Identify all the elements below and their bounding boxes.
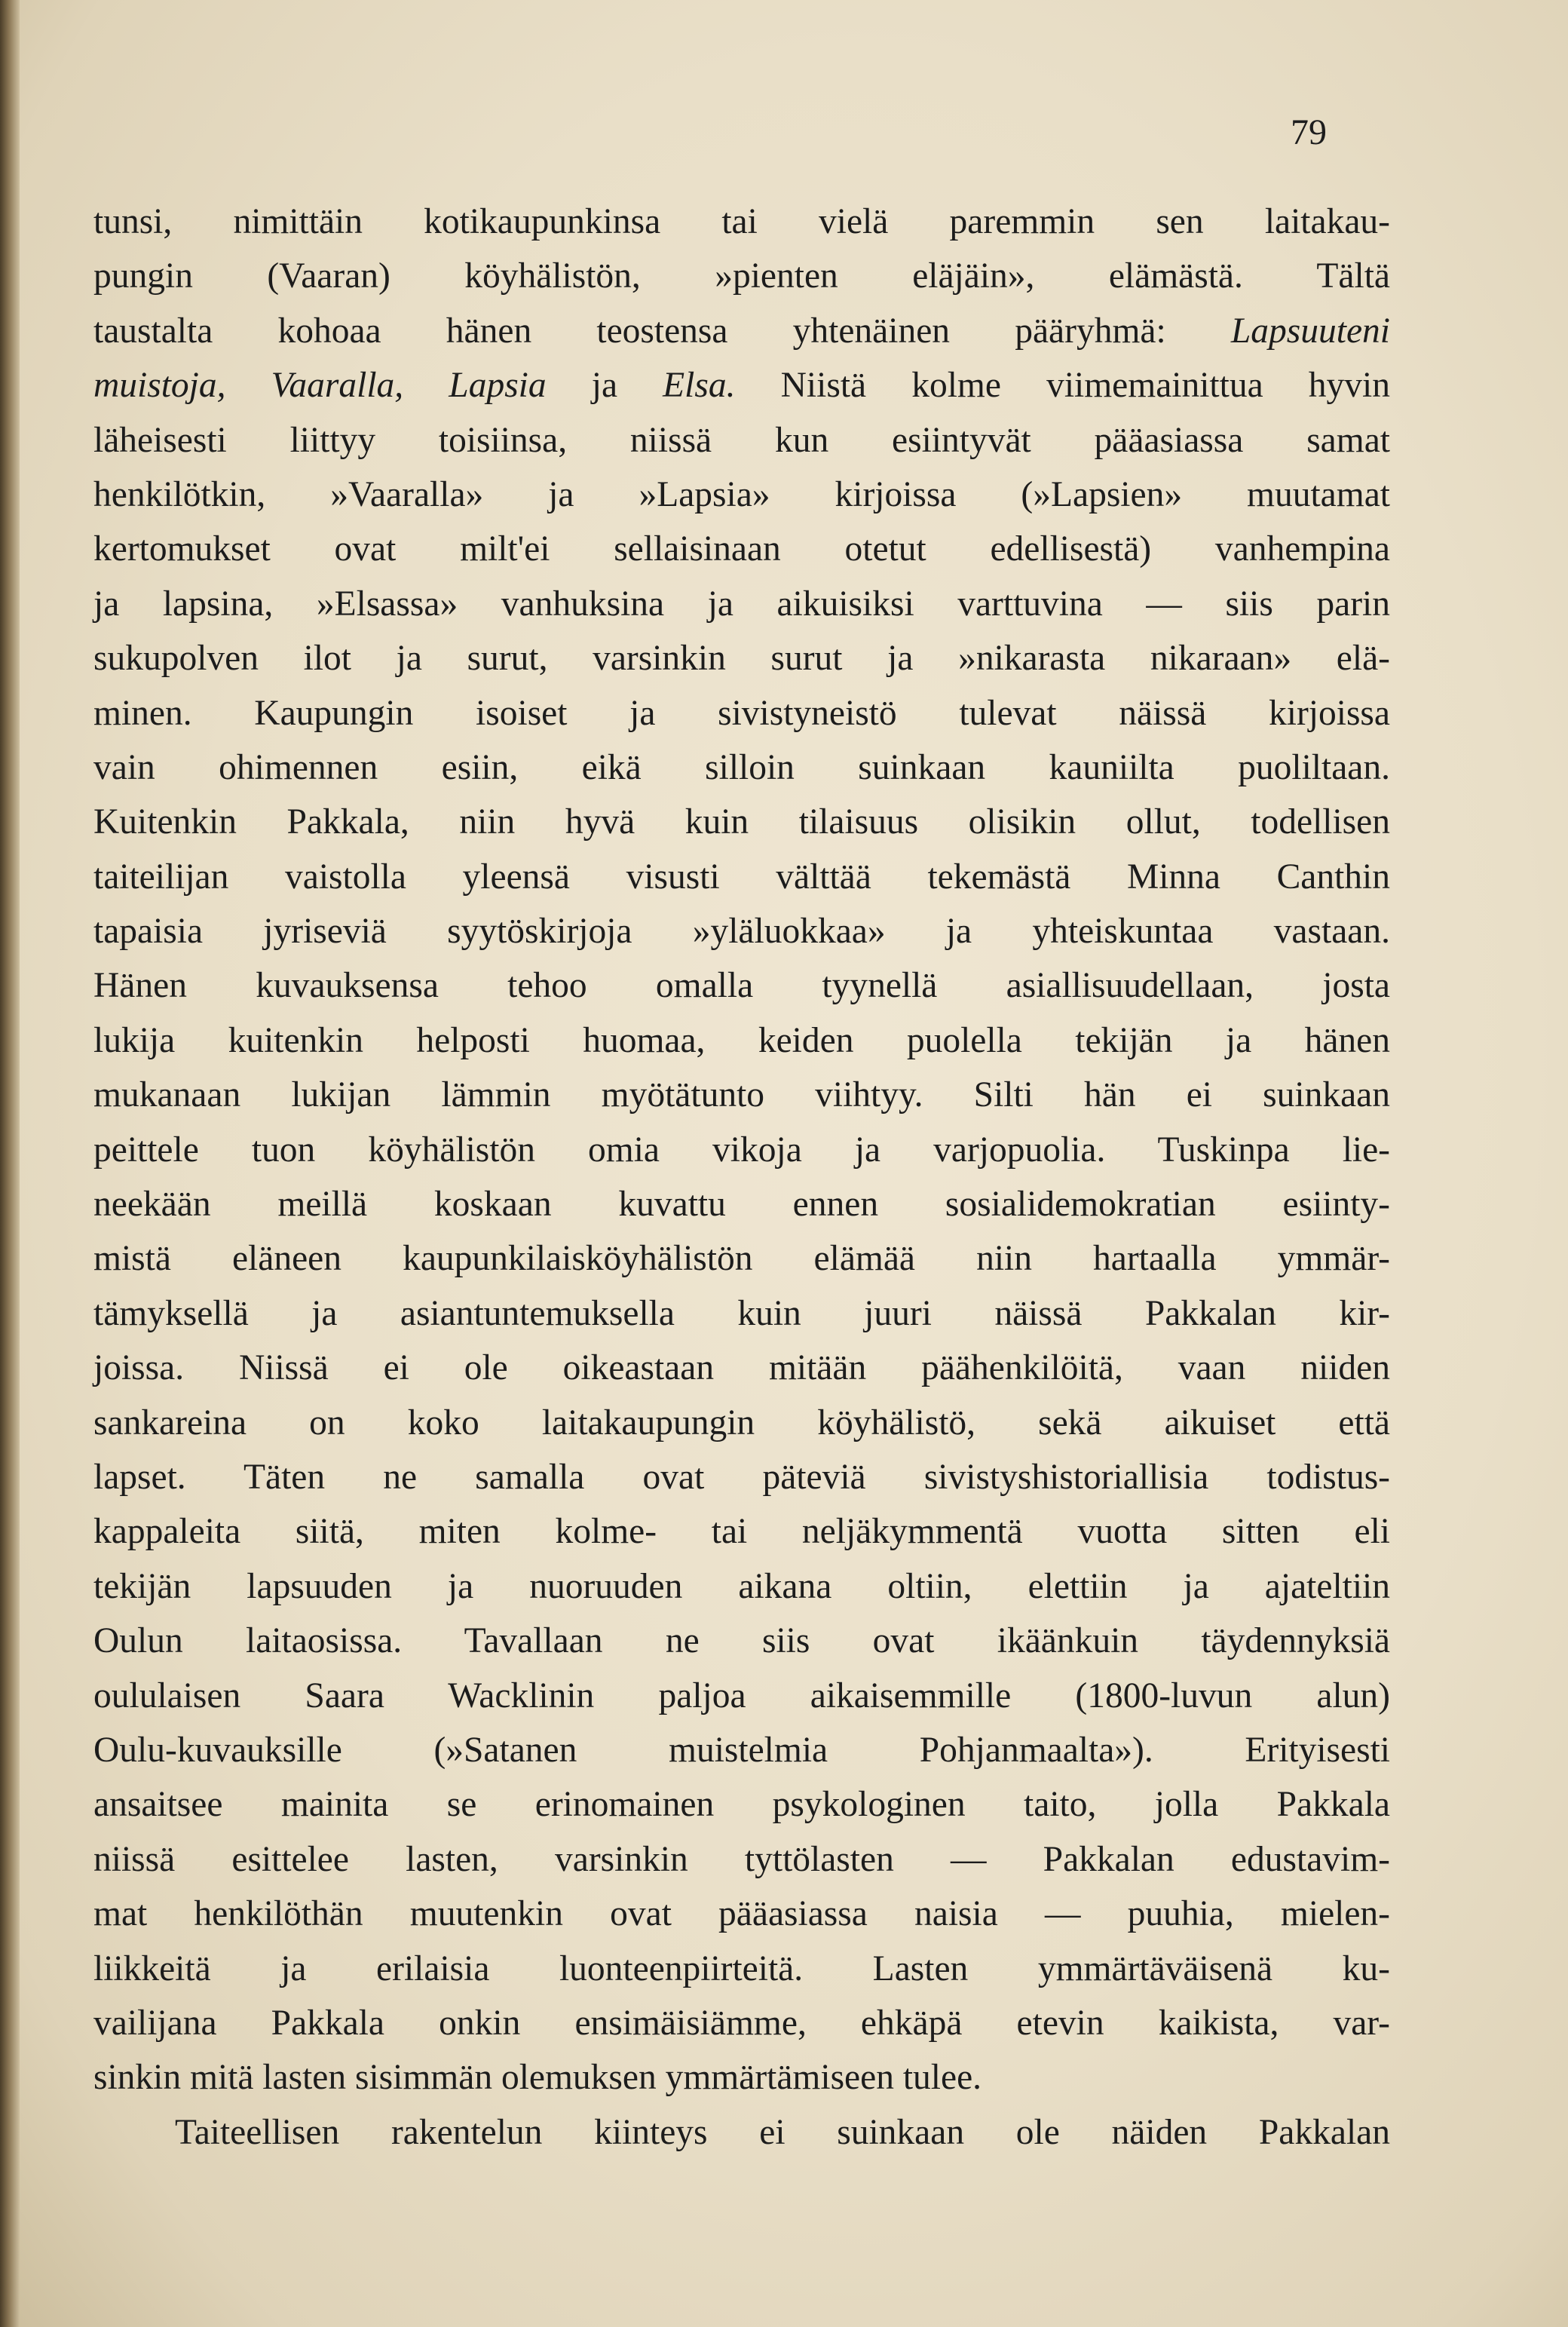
book-title-italic: Elsa. bbox=[663, 366, 736, 406]
body-text bbox=[93, 195, 1390, 2160]
text-line: minen. Kaupungin isoiset ja sivistyneistö tulevat näissä kirjoissa bbox=[93, 693, 1390, 733]
book-title-italic: Lapsuuteni bbox=[1230, 311, 1390, 351]
text-line: ja lapsina, »Elsassa» vanhuksina ja aikuisiksi varttuvina — siis parin bbox=[93, 584, 1390, 624]
text-line: sankareina on koko laitakaupungin köyhälistö, sekä aikuiset että bbox=[93, 1403, 1390, 1442]
text-line: Oulun laitaosissa. Tavallaan ne siis ovat ikäänkuin täydennyksiä bbox=[93, 1621, 1390, 1661]
line-text: Niistä kolme viimemainittua hyvin bbox=[735, 366, 1390, 406]
text-line: liikkeitä ja erilaisia luonteenpiirteitä. Lasten ymmärtäväisenä ku- bbox=[93, 1948, 1390, 1988]
text-line: Oulu-kuvauksille (»Satanen muistelmia Pohjanmaalta»). Erityisesti bbox=[93, 1730, 1390, 1770]
text-line: sukupolven ilot ja surut, varsinkin surut ja »nikarasta nikaraan» elä- bbox=[93, 639, 1390, 679]
text-line: henkilötkin, »Vaaralla» ja »Lapsia» kirjoissa (»Lapsien» muutamat bbox=[93, 474, 1390, 514]
page-number: 79 bbox=[1291, 112, 1327, 152]
text-line: kappaleita siitä, miten kolme- tai neljäkymmentä vuotta sitten eli bbox=[93, 1512, 1390, 1552]
text-line: kertomukset ovat milt'ei sellaisinaan otetut edellisestä) vanhempina bbox=[93, 529, 1390, 569]
text-line: Hänen kuvauksensa tehoo omalla tyynellä asiallisuudellaan, josta bbox=[93, 966, 1390, 1006]
page-gutter bbox=[0, 0, 20, 2327]
text-line bbox=[93, 358, 1390, 412]
text-line: mat henkilöthän muutenkin ovat pääasiassa naisia — puuhia, mielen- bbox=[93, 1894, 1390, 1934]
text-line: oululaisen Saara Wacklinin paljoa aikaisemmille (1800-luvun alun) bbox=[93, 1676, 1390, 1715]
line-text: taustalta kohoaa hänen teostensa yhtenäinen pääryhmä: bbox=[93, 311, 1231, 351]
text-line: vain ohimennen esiin, eikä silloin suinkaan kauniilta puoliltaan. bbox=[93, 747, 1390, 787]
line-text: ja bbox=[546, 366, 663, 406]
book-titles-italic: muistoja, Vaaralla, Lapsia bbox=[93, 366, 547, 406]
text-line: vailijana Pakkala onkin ensimäisiämme, ehkäpä etevin kaikista, var- bbox=[93, 2003, 1390, 2043]
text-line: tapaisia jyriseviä syytöskirjoja »yläluokkaa» ja yhteiskuntaa vastaan. bbox=[93, 912, 1390, 952]
text-line: Kuitenkin Pakkala, niin hyvä kuin tilaisuus olisikin ollut, todellisen bbox=[93, 802, 1390, 842]
text-line: ansaitsee mainita se erinomainen psykologinen taito, jolla Pakkala bbox=[93, 1785, 1390, 1825]
text-line: niissä esittelee lasten, varsinkin tyttölasten — Pakkalan edustavim- bbox=[93, 1839, 1390, 1879]
text-line: pungin (Vaaran) köyhälistön, »pienten eläjäin», elämästä. Tältä bbox=[93, 256, 1390, 296]
text-line: neekään meillä koskaan kuvattu ennen sosialidemokratian esiinty- bbox=[93, 1185, 1390, 1225]
text-line: tämyksellä ja asiantuntemuksella kuin juuri näissä Pakkalan kir- bbox=[93, 1293, 1390, 1333]
text-line: lukija kuitenkin helposti huomaa, keiden puolella tekijän ja hänen bbox=[93, 1020, 1390, 1060]
text-line: sinkin mitä lasten sisimmän olemuksen ymmärtämiseen tulee. bbox=[93, 2058, 982, 2098]
text-line: tunsi, nimittäin kotikaupunkinsa tai vielä paremmin sen laitakau- bbox=[93, 202, 1390, 241]
text-line: taiteilijan vaistolla yleensä visusti välttää tekemästä Minna Canthin bbox=[93, 857, 1390, 897]
paragraph-first-line: Taiteellisen rakentelun kiinteys ei suinkaan ole näiden Pakkalan bbox=[175, 2112, 1390, 2152]
text-line: mukanaan lukijan lämmin myötätunto viihtyy. Silti hän ei suinkaan bbox=[93, 1075, 1390, 1115]
text-line: läheisesti liittyy toisiinsa, niissä kun esiintyvät pääasiassa samat bbox=[93, 420, 1390, 460]
text-line: peittele tuon köyhälistön omia vikoja ja varjopuolia. Tuskinpa lie- bbox=[93, 1130, 1390, 1170]
text-line bbox=[93, 304, 1390, 358]
text-line: joissa. Niissä ei ole oikeastaan mitään päähenkilöitä, vaan niiden bbox=[93, 1348, 1390, 1388]
text-line: tekijän lapsuuden ja nuoruuden aikana oltiin, elettiin ja ajateltiin bbox=[93, 1566, 1390, 1606]
text-line: mistä eläneen kaupunkilaisköyhälistön elämää niin hartaalla ymmär- bbox=[93, 1239, 1390, 1279]
text-line: lapset. Täten ne samalla ovat päteviä sivistyshistoriallisia todistus- bbox=[93, 1457, 1390, 1497]
